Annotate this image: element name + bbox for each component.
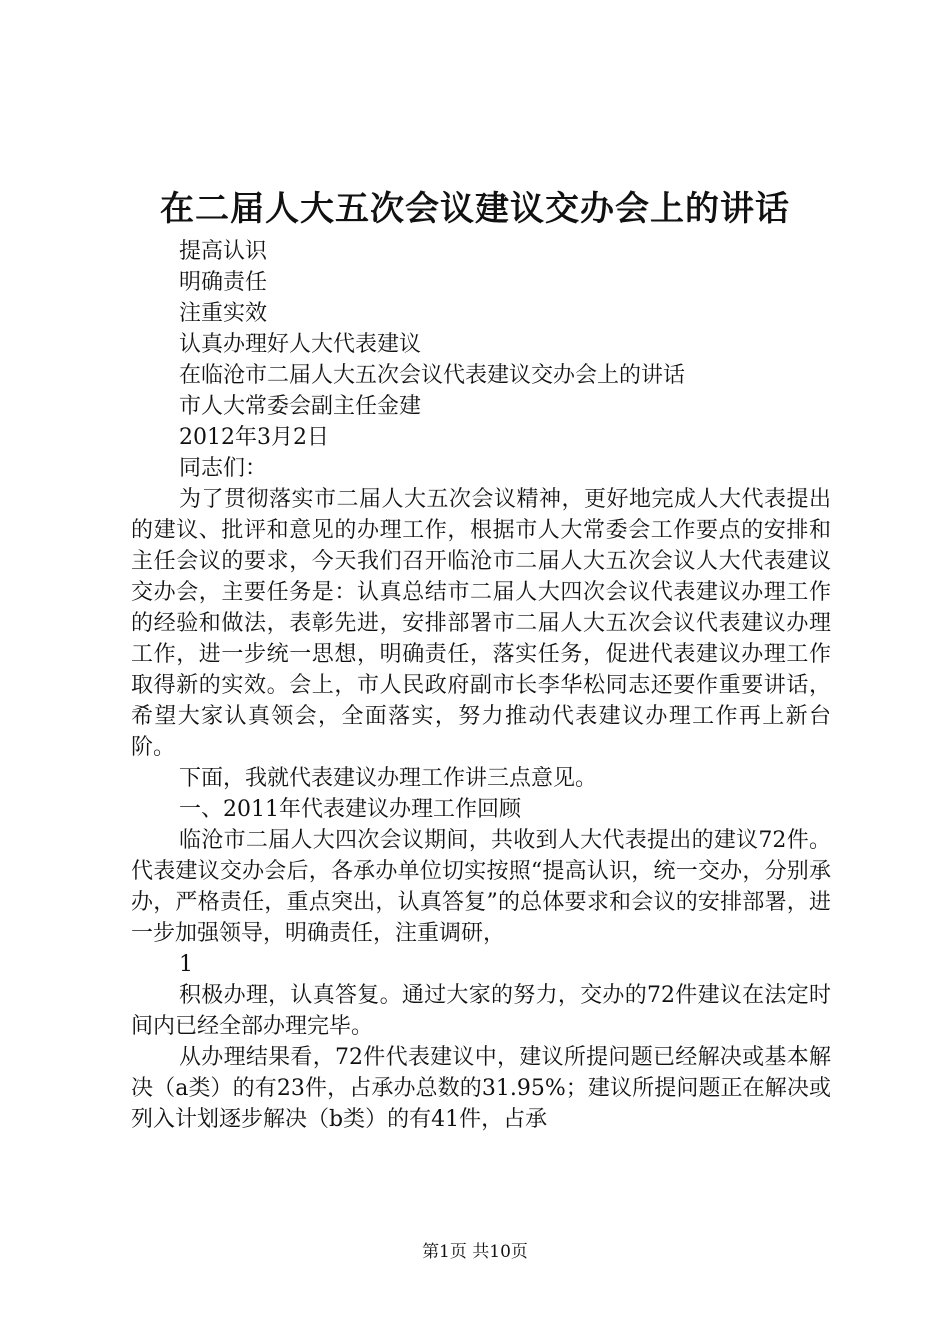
paragraph-results: 从办理结果看，72件代表建议中，建议所提问题已经解决或基本解决（a类）的有23件，占承办总数的31.95%；建议所提问题正在解决或列入计划逐步解决（b类）的有41件，占承 <box>131 1045 831 1132</box>
salutation-line: 同志们： <box>179 456 268 481</box>
page-footer: 第1页 共10页 <box>422 1242 528 1262</box>
heading-line-3: 注重实效 <box>179 301 268 326</box>
paragraph-review: 临沧市二届人大四次会议期间，共收到人大代表提出的建议72件。代表建议交办会后，各承办单位切实按照“提高认识，统一交办，分别承办，严格责任，重点突出，认真答复”的总体要求和会议的安排部署，进一步加强领导，明确责任，注重调研， <box>131 828 831 946</box>
document-title: 在二届人大五次会议建议交办会上的讲话 <box>160 189 790 229</box>
speaker-line: 市人大常委会副主任金建 <box>179 394 422 419</box>
heading-line-4: 认真办理好人大代表建议 <box>179 332 422 357</box>
heading-line-2: 明确责任 <box>179 270 268 295</box>
speech-title-line: 在临沧市二届人大五次会议代表建议交办会上的讲话 <box>179 363 686 388</box>
document-body <box>131 236 831 1135</box>
paragraph-intro: 为了贯彻落实市二届人大五次会议精神，更好地完成人大代表提出的建议、批评和意见的办理工作，根据市人大常委会工作要点的安排和主任会议的要求，今天我们召开临沧市二届人大五次会议人大代表建议交办会，主要任务是：认真总结市二届人大四次会议代表建议办理工作的经验和做法，表彰先进，安排部署市二届人大五次会议代表建议办理工作，进一步统一思想，明确责任，落实任务，促进代表建议办理工作取得新的实效。会上，市人民政府副市长李华松同志还要作重要讲话，希望大家认真领会，全面落实，努力推动代表建议办理工作再上新台阶。 <box>131 487 831 760</box>
paragraph-outline: 下面，我就代表建议办理工作讲三点意见。 <box>179 766 598 791</box>
paragraph-completion: 积极办理，认真答复。通过大家的努力，交办的72件建议在法定时间内已经全部办理完毕。 <box>131 983 831 1039</box>
heading-line-1: 提高认识 <box>179 239 268 264</box>
inline-page-number: 1 <box>179 952 193 977</box>
date-line: 2012年3月2日 <box>179 425 329 450</box>
section-heading-1: 一、2011年代表建议办理工作回顾 <box>179 797 521 822</box>
